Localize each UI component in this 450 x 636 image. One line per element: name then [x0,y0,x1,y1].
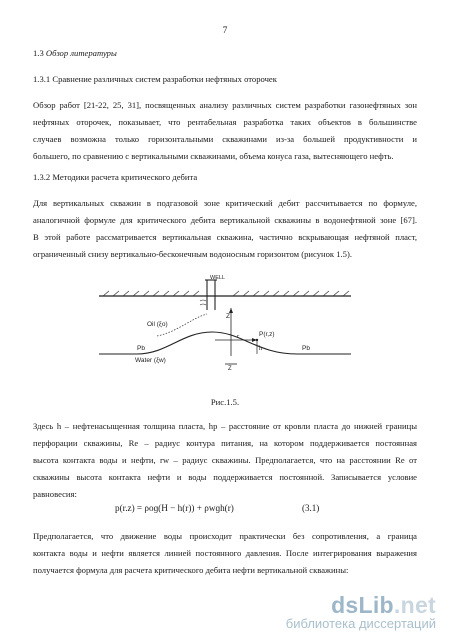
watermark[interactable] [286,592,436,631]
section-heading [33,48,117,59]
paragraph-line: Для вертикальных скважин в подгазовой зоне критический дебит рассчитывается по формуле, [33,198,417,208]
paragraph-line: Здесь h – нефтенасыщенная толщина пласта, hp – расстояние от кровли пласта до нижней границы [33,421,417,431]
paragraph-4 [33,528,417,579]
section-title: Обзор литературы [45,48,117,58]
figure-well-diagram [97,274,353,370]
paragraph-line: Предполагается, что движение воды происходит практически без сопротивления, а граница [33,531,417,541]
paragraph-line: перфорации скважины, Re – радиус контура питания, на котором поддерживается постоянная [33,438,417,448]
paragraph-2 [33,195,417,263]
section-number: 1.3 [33,48,44,58]
z0-label: Z [228,366,232,370]
watermark-brand-tld: .net [393,592,436,618]
paragraph-line: скважины высота контакта нефти и воды поддерживается постоянной. Записывается условие [33,472,417,482]
pb-right-label: Pb [302,345,310,352]
watermark-tagline: библиотека диссертаций [285,616,436,631]
pb-left-label: Pb [137,345,145,352]
paragraph-3 [33,418,417,503]
paragraph-line: равновесия: [33,489,77,499]
p-rz-label: P(r,z) [259,331,275,338]
figure-caption: Рис.1.5. [210,397,240,407]
well-label: WELL [210,275,225,281]
paragraph-line: Обзор работ [21-22, 25, 31], посвященных анализу различных систем разработки газонефтяных зон [33,100,417,110]
paragraph-line: ограниченный снизу вертикально-бесконечным водоносным горизонтом (рисунок 1.5). [33,249,352,259]
oil-label: Oil (ξo) [147,321,168,328]
z-label: Z [226,313,230,320]
paragraph-line: случаев возможна только горизонтальными скважинами из-за большей продуктивности и [33,134,417,144]
boundary-hatching [103,291,349,296]
equation-number: (3.1) [302,503,320,513]
watermark-brand-main: dsLib [331,592,394,618]
subsection-heading-1: 1.3.1 Сравнение различных систем разработки нефтяных оторочек [33,74,277,84]
page-number: 7 [222,26,228,36]
paragraph-line: высота контакта воды и нефти, rw – радиус скважины. Предполагается, что на расстоянии Re от [33,455,417,465]
paragraph-1 [33,97,417,165]
h-label: h [259,345,263,352]
point-p-marker [256,339,258,341]
paragraph-line: получается формула для расчета критического дебита нефти вертикальной скважины: [33,565,349,575]
perforation-marks [200,300,206,305]
r-label: r [237,333,240,340]
water-label: Water (ξw) [135,357,166,364]
paragraph-line: нефтяных оторочек, показывает, что рентабельная разработка таких объектов в большинстве [33,117,417,127]
watermark-logo[interactable] [286,592,436,619]
equation-3-1: p(r.z) = ρoɡ(H − h(r)) + ρwɡh(r) [115,503,234,513]
paragraph-line: большего, по сравнению с вертикальными скважинами, объема конуса газа, вытесняющего нефть. [33,151,394,161]
paragraph-line: аналогичной формуле для критического дебита вертикальной скважины в водонефтяной зоне [67]. [33,215,417,225]
paragraph-line: В этой работе рассматривается вертикальная скважина, частично вскрывающая нефтяной пласт, [33,232,417,242]
paragraph-line: контакта воды и нефти является линией постоянного давления. После интегрирования выражения [33,548,417,558]
subsection-heading-2: 1.3.2 Методики расчета критического дебита [33,172,198,182]
